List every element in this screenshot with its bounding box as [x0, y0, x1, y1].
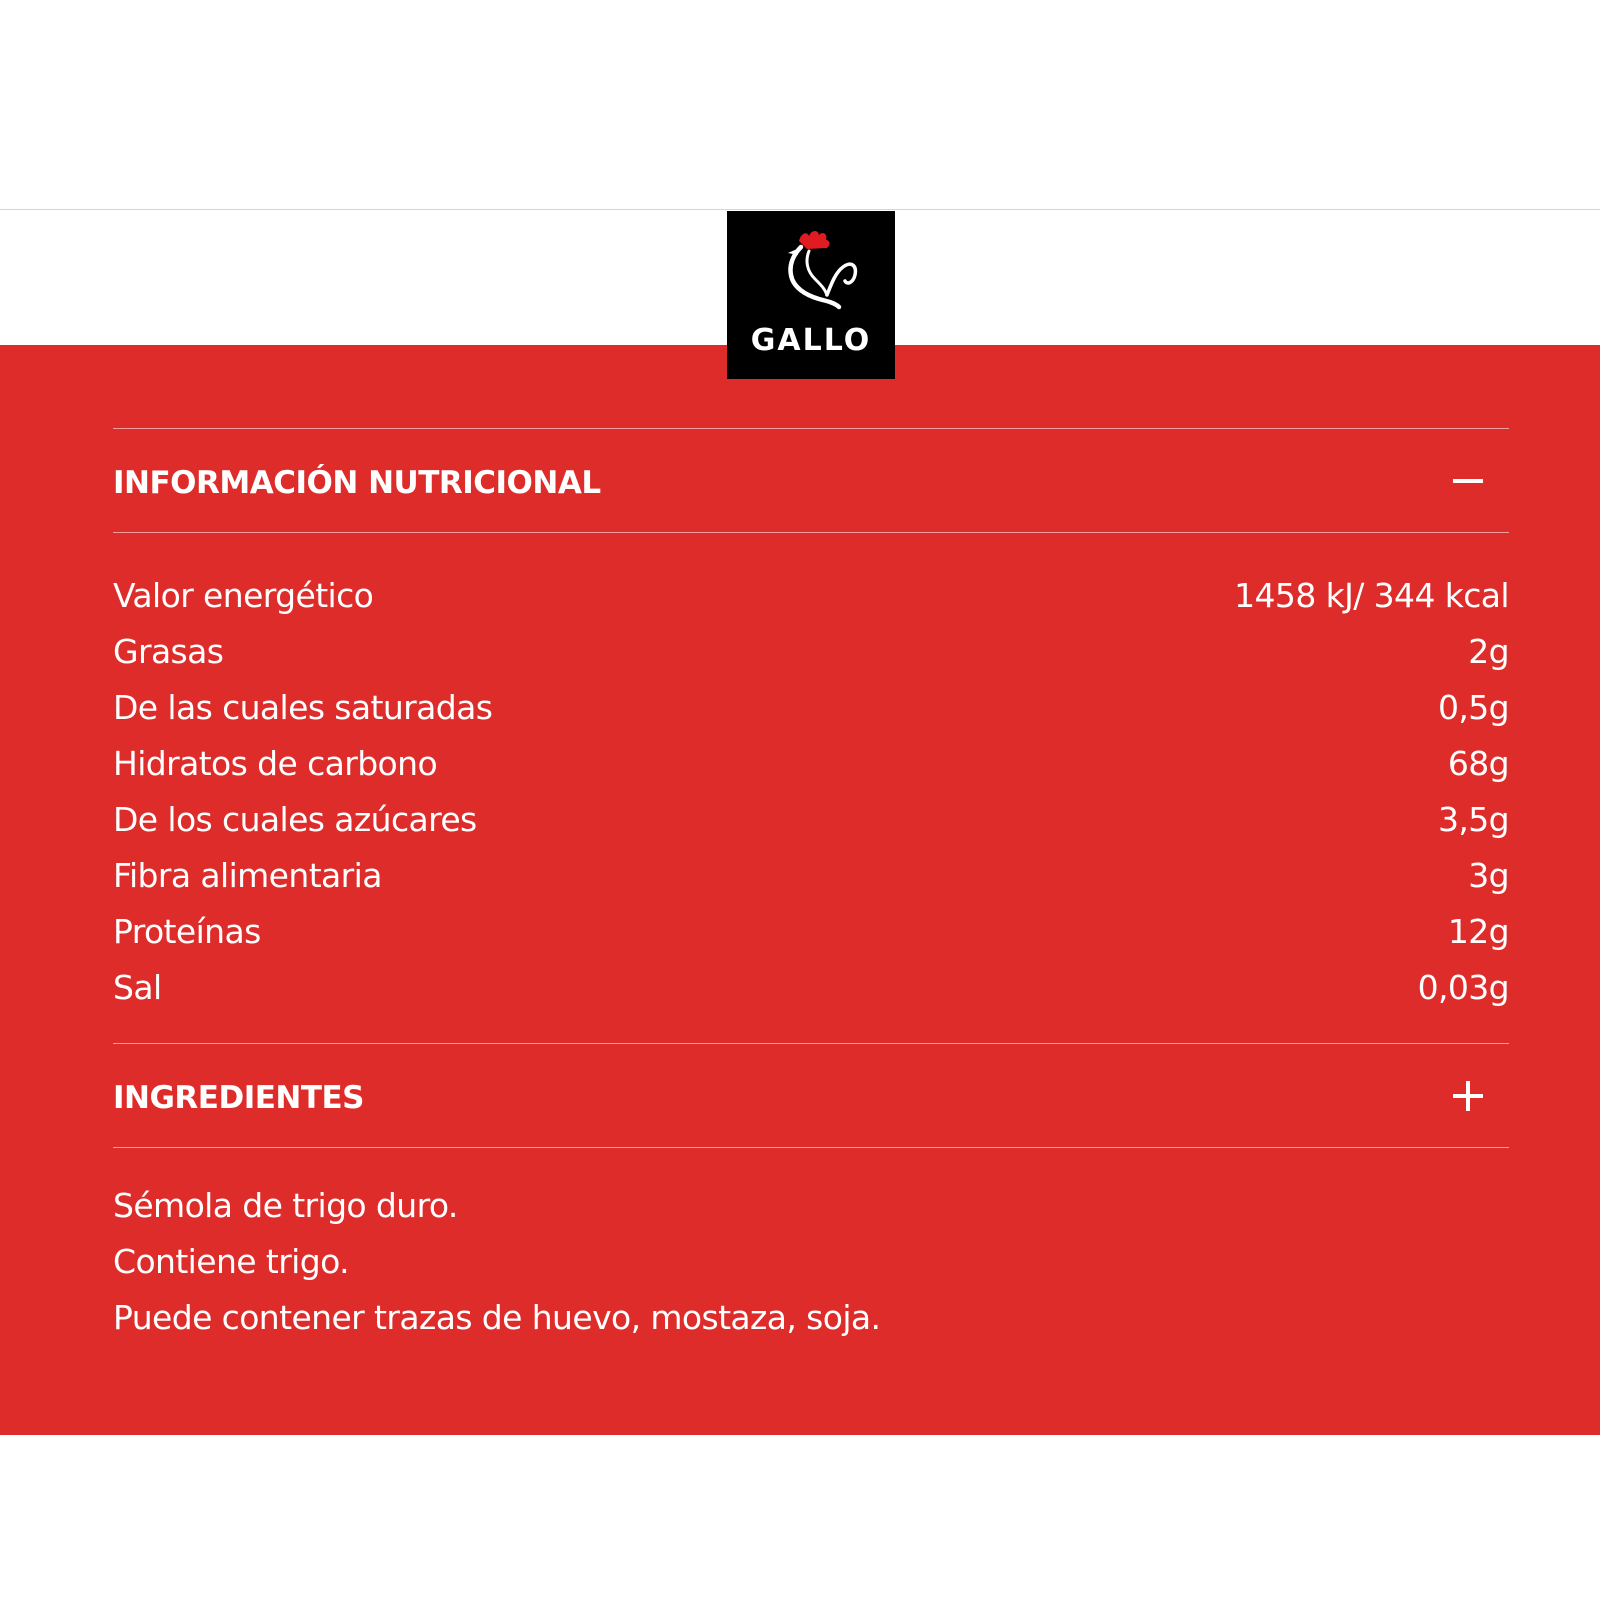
- nutrient-label: Fibra alimentaria: [113, 855, 382, 895]
- nutrition-table: [113, 533, 1509, 1043]
- nutrient-label: De las cuales saturadas: [113, 687, 493, 727]
- minus-icon[interactable]: [1453, 466, 1483, 496]
- nutrition-row: [113, 847, 1509, 903]
- nutrient-label: Proteínas: [113, 911, 261, 951]
- nutrient-label: Hidratos de carbono: [113, 743, 438, 783]
- nutrient-label: Grasas: [113, 631, 224, 671]
- nutrition-row: [113, 735, 1509, 791]
- top-divider: [0, 209, 1600, 210]
- rooster-icon: [727, 211, 895, 331]
- nutrient-label: De los cuales azúcares: [113, 799, 477, 839]
- ingredients-title: INGREDIENTES: [113, 1079, 365, 1116]
- nutrient-value: 2g: [1468, 631, 1509, 671]
- nutrient-value: 0,03g: [1417, 967, 1509, 1007]
- ingredients-list: [113, 1148, 1509, 1346]
- ingredients-header[interactable]: [113, 1044, 1509, 1147]
- nutrient-value: 68g: [1447, 743, 1509, 783]
- nutrient-value: 3g: [1468, 855, 1509, 895]
- nutrition-row: [113, 959, 1509, 1015]
- nutrition-title: INFORMACIÓN NUTRICIONAL: [113, 464, 601, 501]
- accordion: [113, 428, 1509, 1346]
- brand-wordmark: GALLO: [750, 323, 872, 358]
- ingredient-line: Sémola de trigo duro.: [113, 1186, 458, 1225]
- gallo-logo: [727, 211, 895, 379]
- nutrition-row: [113, 791, 1509, 847]
- nutrient-label: Valor energético: [113, 575, 374, 615]
- nutrition-row: [113, 903, 1509, 959]
- nutrition-row: [113, 623, 1509, 679]
- plus-icon[interactable]: [1453, 1081, 1483, 1111]
- nutrient-value: 1458 kJ/ 344 kcal: [1234, 575, 1509, 615]
- nutrient-label: Sal: [113, 967, 162, 1007]
- nutrition-row: [113, 679, 1509, 735]
- ingredient-line: Contiene trigo.: [113, 1242, 349, 1281]
- nutrition-header[interactable]: [113, 429, 1509, 532]
- nutrition-row: [113, 567, 1509, 623]
- ingredient-line: Puede contener trazas de huevo, mostaza, soja.: [113, 1298, 881, 1337]
- nutrient-value: 0,5g: [1437, 687, 1509, 727]
- nutrient-value: 12g: [1447, 911, 1509, 951]
- nutrient-value: 3,5g: [1437, 799, 1509, 839]
